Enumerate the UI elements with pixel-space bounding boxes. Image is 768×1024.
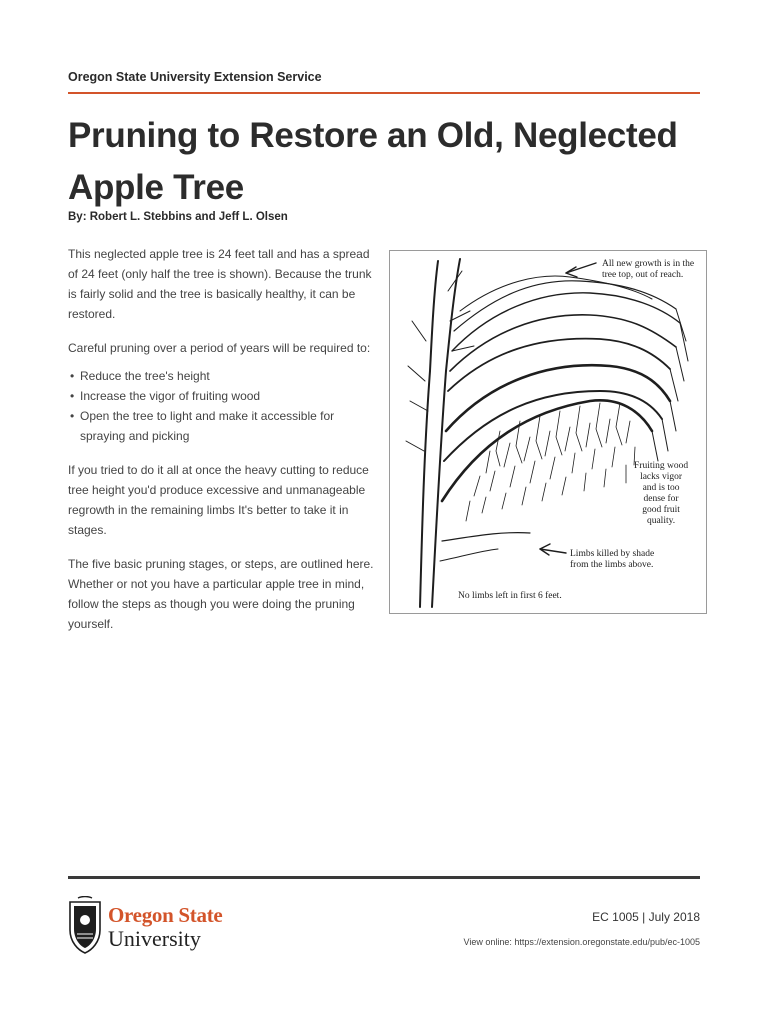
title-line-2: Apple Tree: [68, 168, 244, 207]
logo-university: University: [108, 926, 201, 951]
list-item: • Increase the vigor of fruiting wood: [68, 386, 378, 406]
osu-seal-icon: [68, 896, 102, 954]
paragraph-intro: This neglected apple tree is 24 feet tall and has a spread of 24 feet (only half the tree is shown). Because the trunk is fairly solid and the tree is basically healthy, it can be restored.: [68, 247, 372, 321]
paragraph-heavy-cutting: If you tried to do it all at once the heavy cutting to reduce tree height you'd produce excessive and unmanageable regrowth in the remaining limbs It's better to take it in stages.: [68, 463, 369, 537]
list-item: • Open the tree to light and make it accessible for spraying and picking: [68, 406, 378, 446]
label-new-growth: All new growth is in the tree top, out of reach.: [602, 259, 695, 280]
osu-logo: [68, 896, 248, 956]
author-byline: By: Robert L. Stebbins and Jeff L. Olsen: [68, 211, 288, 223]
paragraph-careful-pruning: Careful pruning over a period of years will be required to:: [68, 341, 371, 355]
goals-list: [68, 366, 378, 446]
view-online-link[interactable]: View online: https://extension.oregonstate.edu/pub/ec-1005: [463, 937, 700, 947]
publication-info: EC 1005 | July 2018: [592, 910, 700, 924]
label-no-limbs: No limbs left in first 6 feet.: [458, 591, 562, 601]
paragraph-five-stages: The five basic pruning stages, or steps, are outlined here. Whether or not you have a particular apple tree in mind, follow the steps as though you were doing the pruning yourself.: [68, 557, 374, 631]
title-line-1: Pruning to Restore an Old, Neglected: [68, 116, 678, 155]
footer-divider: [68, 876, 700, 879]
body-text: [68, 244, 378, 648]
label-limbs-killed: Limbs killed by shade from the limbs above.: [570, 549, 655, 570]
list-item: • Reduce the tree's height: [68, 366, 378, 386]
header-divider: [68, 92, 700, 94]
tree-drawing: [390, 251, 706, 613]
header-service-name: Oregon State University Extension Service: [68, 70, 322, 84]
tree-illustration: [389, 250, 707, 614]
label-fruiting-wood: Fruiting wood lacks vigor and is too dense for good fruit quality.: [634, 461, 689, 526]
logo-oregon-state: Oregon State: [108, 903, 223, 927]
page-title: [68, 110, 708, 214]
